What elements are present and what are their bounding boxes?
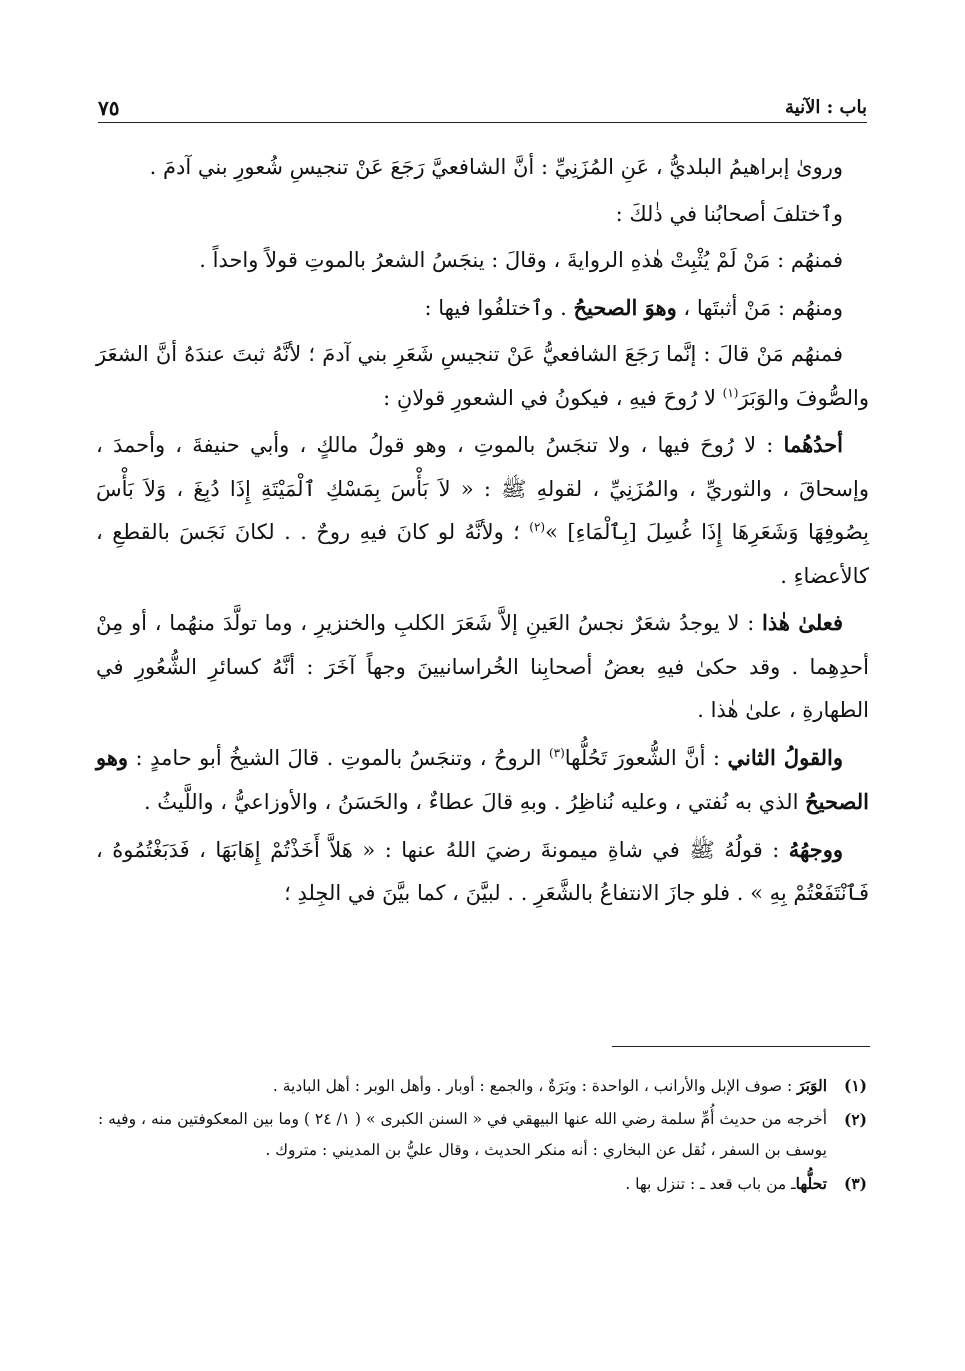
bold-term: أحدُهُما <box>783 432 843 457</box>
footnote-1 <box>98 1070 867 1102</box>
footnote-body: أخرجه من حديث أُمِّ سلمة رضي الله عنها البيهقي في « السنن الكبرى » ( ١/ ٢٤ ) وما بين المعكوفتين منه ، وفيه : يوسف بن السفر ، نُقل عن البخاري : أنه منكر الحديث ، وقال عليُّ بن المديني : متروك . <box>98 1110 827 1159</box>
page-header <box>98 88 867 123</box>
paragraph-7 <box>96 601 869 733</box>
footnote-text <box>98 1104 827 1166</box>
paragraph-5 <box>96 333 869 420</box>
footnote-ref-2[interactable]: (٢) <box>529 520 546 534</box>
bold-term: وهو الصحيحُ <box>96 744 869 814</box>
page-number: ٧٥ <box>98 96 120 120</box>
paragraph-text: فمنهُم مَنْ قالَ : إنَّما رَجَعَ الشافعيُّ عَنْ تنجيسِ شَعَرِ بني آدمَ ؛ لأنَّهُ ثبتَ عندَهُ أنَّ الشعَرَ والصُّوفَ والوَبَرَ <box>96 342 869 410</box>
footnote-text <box>98 1168 827 1200</box>
paragraph-6 <box>96 423 869 598</box>
footnote-ref-1[interactable]: (١) <box>722 385 739 400</box>
paragraph-text: ومنهُم : مَنْ أثبتَها ، <box>676 295 843 320</box>
paragraph-text: : لا يوجدُ شعَرٌ نجسُ العَينِ إلاَّ شَعَرَ الكلبِ والخنزيرِ ، وما تولَّدَ منهُما ، أو مِنْ أحدِهِما . وقد حكىٰ فيهِ بعضُ أصحابِنا الخُراسانيينَ وجهاً آخَرَ : أنَّهُ كسائرِ الشُّعُورِ في الطهارةِ ، علىٰ هٰذا . <box>96 611 869 722</box>
footnote-2 <box>98 1104 867 1166</box>
paragraph-text: الروحُ ، وتنجَسُ بالموتِ . قالَ الشيخُ أبو حامدٍ : <box>128 745 549 770</box>
running-title: باب : الآنية <box>785 97 867 118</box>
footnote-body: ـ من باب قعد ـ : تنزل بها . <box>625 1175 796 1193</box>
paragraph-4 <box>96 286 869 331</box>
main-text <box>96 146 869 919</box>
paragraph-text: فمنهُم : مَنْ لَمْ يُثْبِتْ هٰذهِ الروايةَ ، وقالَ : ينجَسُ الشعرُ بالموتِ قولاً واحداً . <box>199 248 843 272</box>
footnote-body: : صوف الإبل والأرانب ، الواحدة : وبَرَةٌ ، والجمع : أوبار . وأهل الوبر : أهل البادية . <box>272 1077 798 1095</box>
footnote-text <box>98 1070 827 1102</box>
bold-term: فعلىٰ هٰذا <box>762 610 843 635</box>
bold-term: والقولُ الثاني <box>727 744 843 770</box>
footnote-number: (٢) <box>843 1110 867 1129</box>
paragraph-text: . وٱختلفُوا فيها : <box>424 295 574 320</box>
paragraph-3 <box>96 239 869 283</box>
footnote-3 <box>98 1168 867 1200</box>
footnote-number: (١) <box>843 1076 867 1095</box>
paragraph-2 <box>96 193 869 237</box>
paragraph-text: لا رُوحَ فيهِ ، فيكونُ في الشعورِ قولانِ : <box>383 385 723 410</box>
paragraph-text: : لا رُوحَ فيها ، ولا تنجَسُ بالموتِ ، وهو قولُ مالكٍ ، وأبي حنيفةَ ، وأحمدَ ، وإسحاقَ ، والثوريِّ ، والمُزَنِيِّ ، لقولهِ ﷺ : « لاَ بَأْسَ بِمَسْكِ ٱلْمَيْتَةِ إِذَا دُبِغَ ، وَلاَ بَأْسَ بِصُوفِهَا وَشَعَرِهَا إِذَا غُسِلَ [بِٱلْمَاءِ] » <box>96 433 869 544</box>
paragraph-1 <box>96 146 869 190</box>
footnotes <box>98 1070 867 1202</box>
footnote-number: (٣) <box>843 1174 867 1193</box>
paragraph-text: الذي به نُفتي ، وعليه نُناظِرُ . وبهِ قالَ عطاءٌ ، والحَسَنُ ، والأوزاعيُّ ، واللَّيثُ . <box>143 790 806 814</box>
bold-term: وهوَ الصحيحُ <box>573 294 677 320</box>
paragraph-text: وٱختلفَ أصحابُنا في ذٰلكَ : <box>615 201 843 226</box>
paragraph-text: : قولُهُ ﷺ في شاةِ ميمونةَ رضيَ اللهُ عنها : « هَلاَّ أَخَذْتُمْ إِهَابَهَا ، فَدَبَغْتُمُوهُ ، فَٱنْتَفَعْتُمْ بِهِ » . فلو جازَ الانتفاعُ بالشَّعَرِ . . لبيَّنَ ، كما بيَّنَ في الجِلدِ ؛ <box>96 837 869 905</box>
paragraph-text: ؛ ولأنَّهُ لو كانَ فيهِ روحٌ . . لكانَ نَجَسَ بالقطعِ ، كالأعضاءِ . <box>96 520 869 588</box>
paragraph-8 <box>96 736 869 825</box>
footnote-term: تحلُّها <box>795 1174 827 1193</box>
paragraph-9 <box>96 828 869 916</box>
paragraph-text: : أنَّ الشُّعورَ تَحُلُّها <box>564 745 728 770</box>
footnote-ref-3[interactable]: (٣) <box>548 745 565 760</box>
paragraph-text: وروىٰ إبراهيمُ البلديُّ ، عَنِ المُزَنِيِّ : أنَّ الشافعيَّ رَجَعَ عَنْ تنجيسِ شُعورِ بني آدمَ . <box>149 155 843 179</box>
bold-term: ووجهُهُ <box>788 836 843 862</box>
footnote-separator <box>612 1046 870 1047</box>
footnote-term: الوَبَرَ <box>797 1076 827 1095</box>
